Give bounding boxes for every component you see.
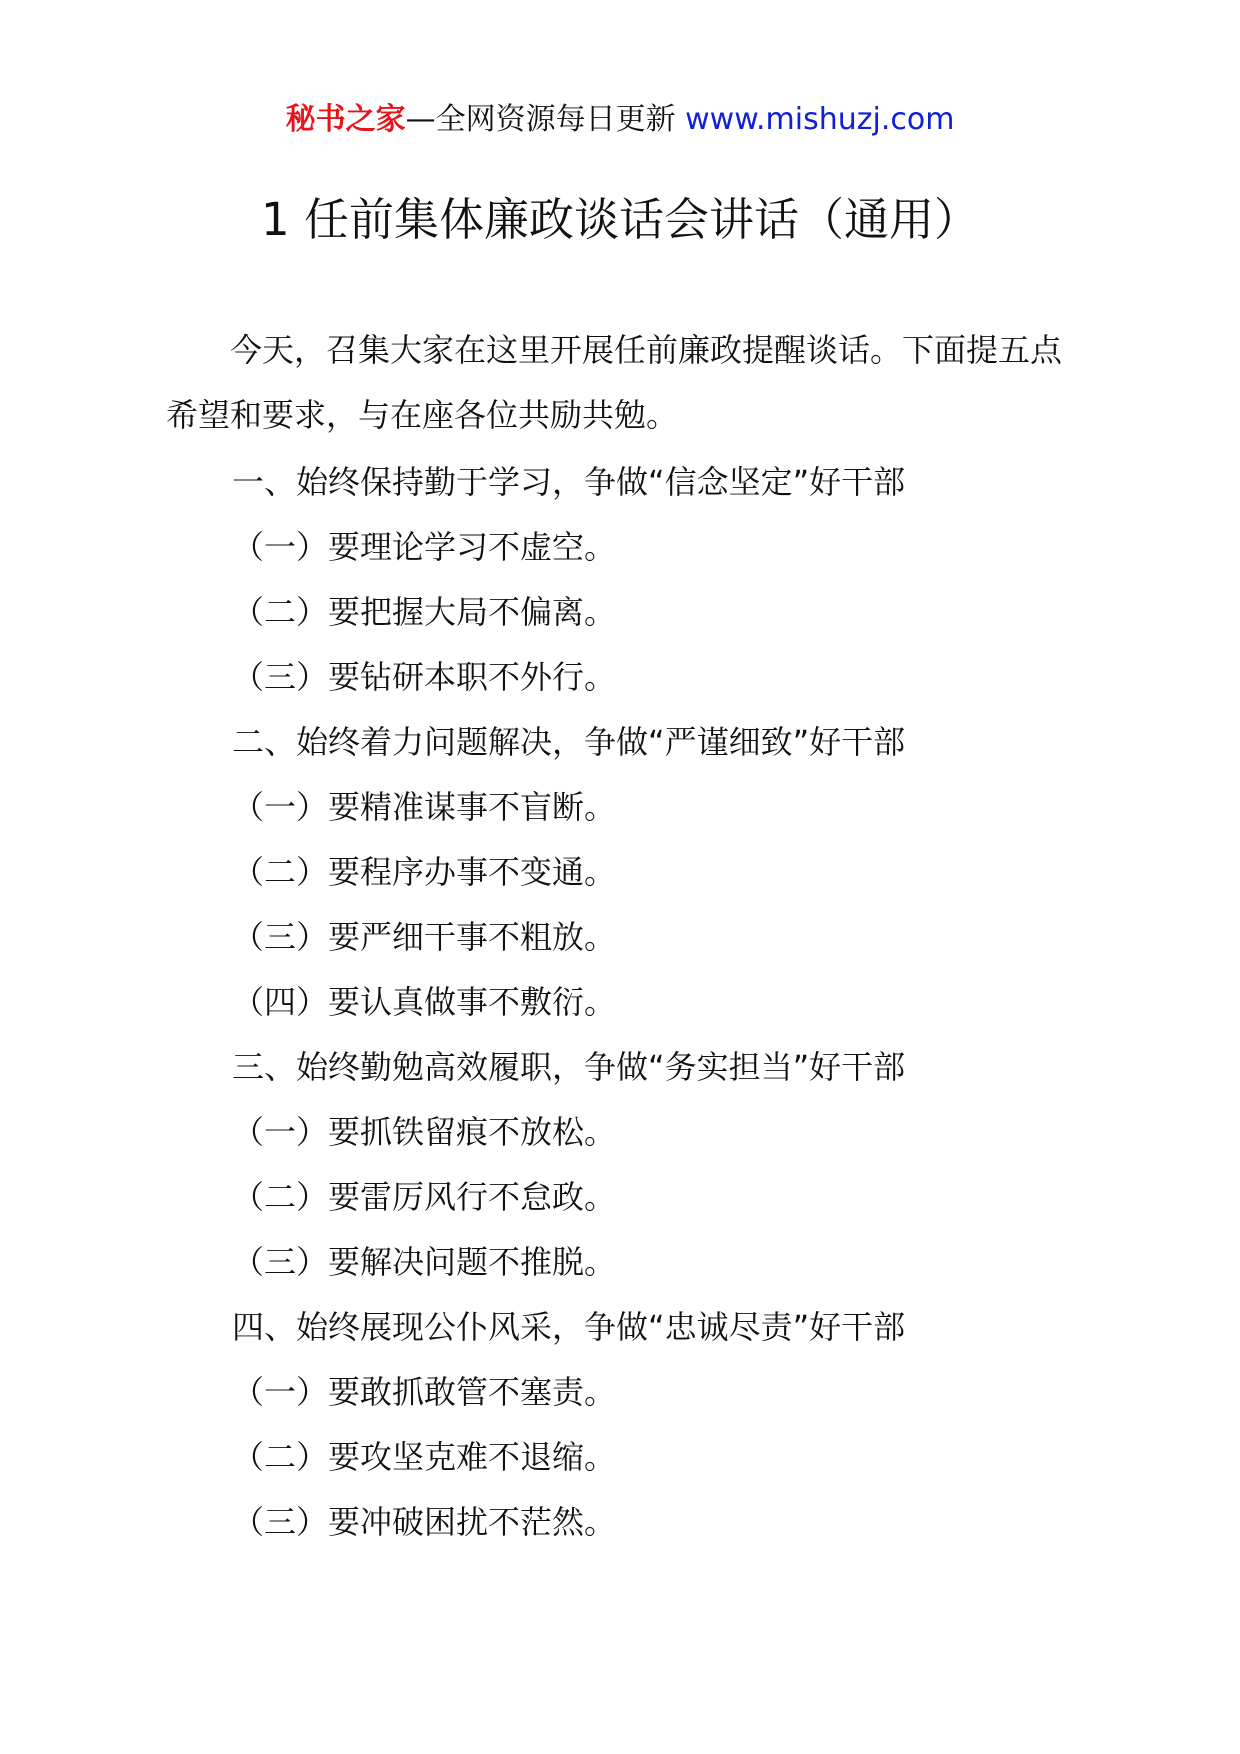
- section-4: [0, 1295, 1240, 1555]
- section-heading: 三、始终勤勉高效履职，争做“务实担当”好干部: [232, 1048, 906, 1086]
- list-item: （二）要程序办事不变通。: [232, 853, 617, 891]
- list-item: （三）要冲破困扰不茫然。: [232, 1503, 617, 1541]
- outline: [0, 450, 1240, 1555]
- list-item: （四）要认真做事不敷衍。: [232, 983, 617, 1021]
- brand-name: 秘书之家: [285, 102, 406, 137]
- list-item: （一）要理论学习不虚空。: [232, 528, 617, 566]
- list-item: （二）要把握大局不偏离。: [232, 593, 617, 631]
- site-header: [0, 100, 1240, 140]
- list-item: （二）要雷厉风行不怠政。: [232, 1178, 617, 1216]
- list-item: （二）要攻坚克难不退缩。: [232, 1438, 617, 1476]
- section-2: [0, 710, 1240, 1035]
- site-url-link[interactable]: www.mishuzj.com: [685, 102, 955, 137]
- list-item: （三）要解决问题不推脱。: [232, 1243, 617, 1281]
- section-heading: 四、始终展现公仆风采，争做“忠诚尽责”好干部: [232, 1308, 906, 1346]
- section-heading: 二、始终着力问题解决，争做“严谨细致”好干部: [232, 723, 906, 761]
- section-3: [0, 1035, 1240, 1295]
- document-title: 1 任前集体廉政谈话会讲话（通用）: [261, 193, 979, 246]
- section-1: [0, 450, 1240, 710]
- section-heading: 一、始终保持勤于学习，争做“信念坚定”好干部: [232, 463, 906, 501]
- list-item: （一）要敢抓敢管不塞责。: [232, 1373, 617, 1411]
- intro-paragraph: 今天，召集大家在这里开展任前廉政提醒谈话。下面提五点希望和要求，与在座各位共励共勉。: [166, 331, 1063, 434]
- list-item: （一）要抓铁留痕不放松。: [232, 1113, 617, 1151]
- list-item: （一）要精准谋事不盲断。: [232, 788, 617, 826]
- list-item: （三）要钻研本职不外行。: [232, 658, 617, 696]
- list-item: （三）要严细干事不粗放。: [232, 918, 617, 956]
- header-tagline: —全网资源每日更新: [405, 102, 686, 137]
